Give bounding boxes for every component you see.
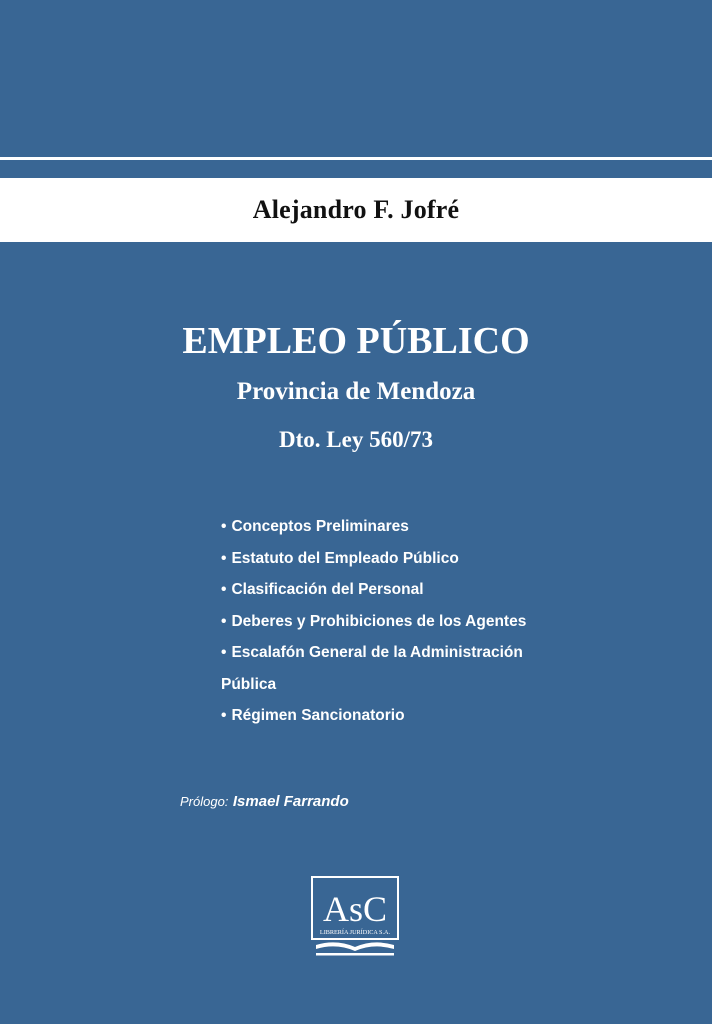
prologue-label: Prólogo: <box>180 794 229 809</box>
topic-item: • Clasificación del Personal <box>221 581 424 598</box>
topic-item: • Escalafón General de la Administración <box>221 644 523 661</box>
open-book-icon <box>316 942 394 951</box>
publisher-logo <box>310 875 402 959</box>
topic-item: • Régimen Sancionatorio <box>221 707 405 724</box>
prologue-credit <box>180 793 349 811</box>
prologue-author: Ismael Farrando <box>232 793 349 810</box>
author-name: Alejandro F. Jofré <box>252 195 460 224</box>
top-divider-line <box>0 157 712 160</box>
logo-base-line <box>316 953 394 956</box>
topic-item: • Estatuto del Empleado Público <box>221 549 459 567</box>
book-subtitle: Provincia de Mendoza <box>236 378 476 405</box>
topic-item-continuation: Pública <box>221 675 277 693</box>
topics-list <box>221 511 581 732</box>
topic-item: • Deberes y Prohibiciones de los Agentes <box>221 612 527 630</box>
author-band <box>0 178 712 242</box>
publisher-logo-graphic <box>310 875 402 959</box>
law-reference: Dto. Ley 560/73 <box>279 427 433 452</box>
topic-item: • Conceptos Preliminares <box>221 518 409 535</box>
book-title: EMPLEO PÚBLICO <box>182 320 530 362</box>
logo-monogram: AsC <box>322 889 388 929</box>
logo-tagline: LIBRERÍA JURÍDICA S.A. <box>319 929 391 936</box>
